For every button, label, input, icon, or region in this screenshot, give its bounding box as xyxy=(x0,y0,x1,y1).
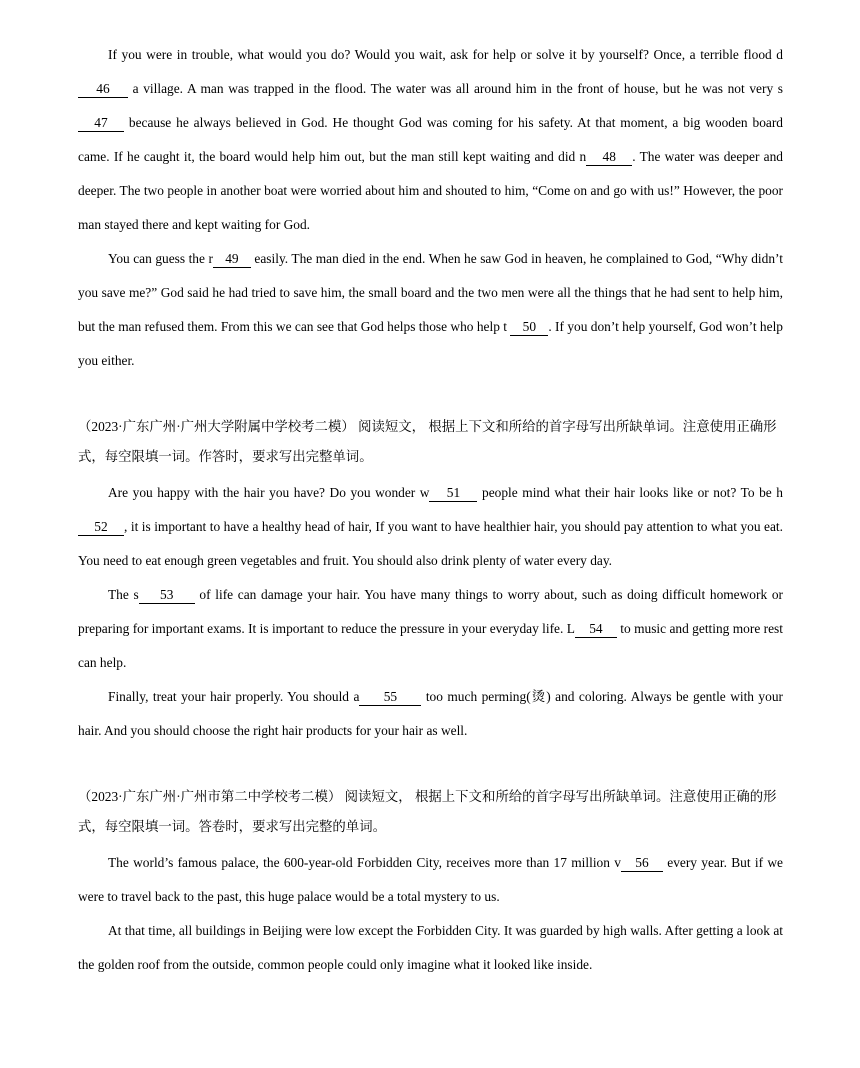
text-run: The s xyxy=(108,587,139,602)
text-run: because he always believed in God. He thought God was coming for his safety. At that moment, a big wooden board came. If he caught it, the board would help him out, but the man still kept waiting and did n xyxy=(78,115,783,164)
text-run: to music and getting more rest can help. xyxy=(78,621,783,670)
passage1-paragraph-2 xyxy=(78,242,783,378)
text-run: If you were in trouble, what would you do? Would you wait, ask for help or solve it by yourself? Once, a terrible flood d xyxy=(108,47,783,62)
text-run: easily. The man died in the end. When he saw God in heaven, he complained to God, “Why didn’t you save me?” God said he had tried to save him, the small board and the two men were all the things that he had sent to help him, but the man refused them. From this we can see that God helps those who help t xyxy=(78,251,783,334)
text-run: people mind what their hair looks like or not? To be h xyxy=(477,485,783,500)
passage1-paragraph-1 xyxy=(78,38,783,242)
blank-49[interactable]: 49 xyxy=(213,251,251,268)
blank-46[interactable]: 46 xyxy=(78,81,128,98)
text-run: too much perming(烫) and coloring. Always be gentle with your hair. And you should choose the right hair products for your hair as well. xyxy=(78,689,783,738)
text-run: Finally, treat your hair properly. You should a xyxy=(108,689,360,704)
blank-47[interactable]: 47 xyxy=(78,115,124,132)
blank-52[interactable]: 52 xyxy=(78,519,124,536)
section3-paragraph-2: At that time, all buildings in Beijing were low except the Forbidden City. It was guarded by high walls. After getting a look at the golden roof from the outside, common people could only imagine what it looked like inside. xyxy=(78,923,783,972)
text-run: , it is important to have a healthy head of hair, If you want to have healthier hair, you should pay attention to what you eat. You need to eat enough green vegetables and fruit. You should also drink plenty of water every day. xyxy=(78,519,783,568)
blank-53[interactable]: 53 xyxy=(139,587,195,604)
blank-51[interactable]: 51 xyxy=(429,485,477,502)
section2-paragraph-2 xyxy=(78,578,783,680)
section2-heading: （2023·广东广州·广州大学附属中学校考二模） 阅读短文， 根据上下文和所给的首字母写出所缺单词。注意使用正确形式，每空限填一词。作答时，要求写出完整单词。 xyxy=(78,419,777,464)
text-run: . If you don’t help yourself, God won’t help you either. xyxy=(78,319,783,368)
text-run: The world’s famous palace, the 600-year-old Forbidden City, receives more than 17 million v xyxy=(108,855,621,870)
section3-paragraph-1 xyxy=(78,846,783,914)
text-run: of life can damage your hair. You have many things to worry about, such as doing difficult homework or preparing for important exams. It is important to reduce the pressure in your everyday life. L xyxy=(78,587,783,636)
blank-48[interactable]: 48 xyxy=(586,149,632,166)
blank-55[interactable]: 55 xyxy=(359,689,421,706)
document-page xyxy=(78,38,783,982)
blank-56[interactable]: 56 xyxy=(621,855,663,872)
section2-paragraph-1 xyxy=(78,476,783,578)
section-gap xyxy=(78,748,783,768)
text-run: . The water was deeper and deeper. The two people in another boat were worried about him and shouted to him, “Come on and go with us!” However, the poor man stayed there and kept waiting for God. xyxy=(78,149,783,232)
text-run: a village. A man was trapped in the flood. The water was all around him in the front of house, but he was not very s xyxy=(128,81,783,96)
blank-50[interactable]: 50 xyxy=(510,319,548,336)
text-run: You can guess the r xyxy=(108,251,213,266)
blank-54[interactable]: 54 xyxy=(575,621,617,638)
text-run: every year. But if we were to travel back to the past, this huge palace would be a total mystery to us. xyxy=(78,855,784,904)
section-gap xyxy=(78,378,783,398)
section3-heading: （2023·广东广州·广州市第二中学校考二模） 阅读短文， 根据上下文和所给的首字母写出所缺单词。注意使用正确的形式，每空限填一词。答卷时，要求写出完整的单词。 xyxy=(78,789,777,834)
text-run: Are you happy with the hair you have? Do you wonder w xyxy=(108,485,430,500)
section2-paragraph-3 xyxy=(78,680,783,748)
